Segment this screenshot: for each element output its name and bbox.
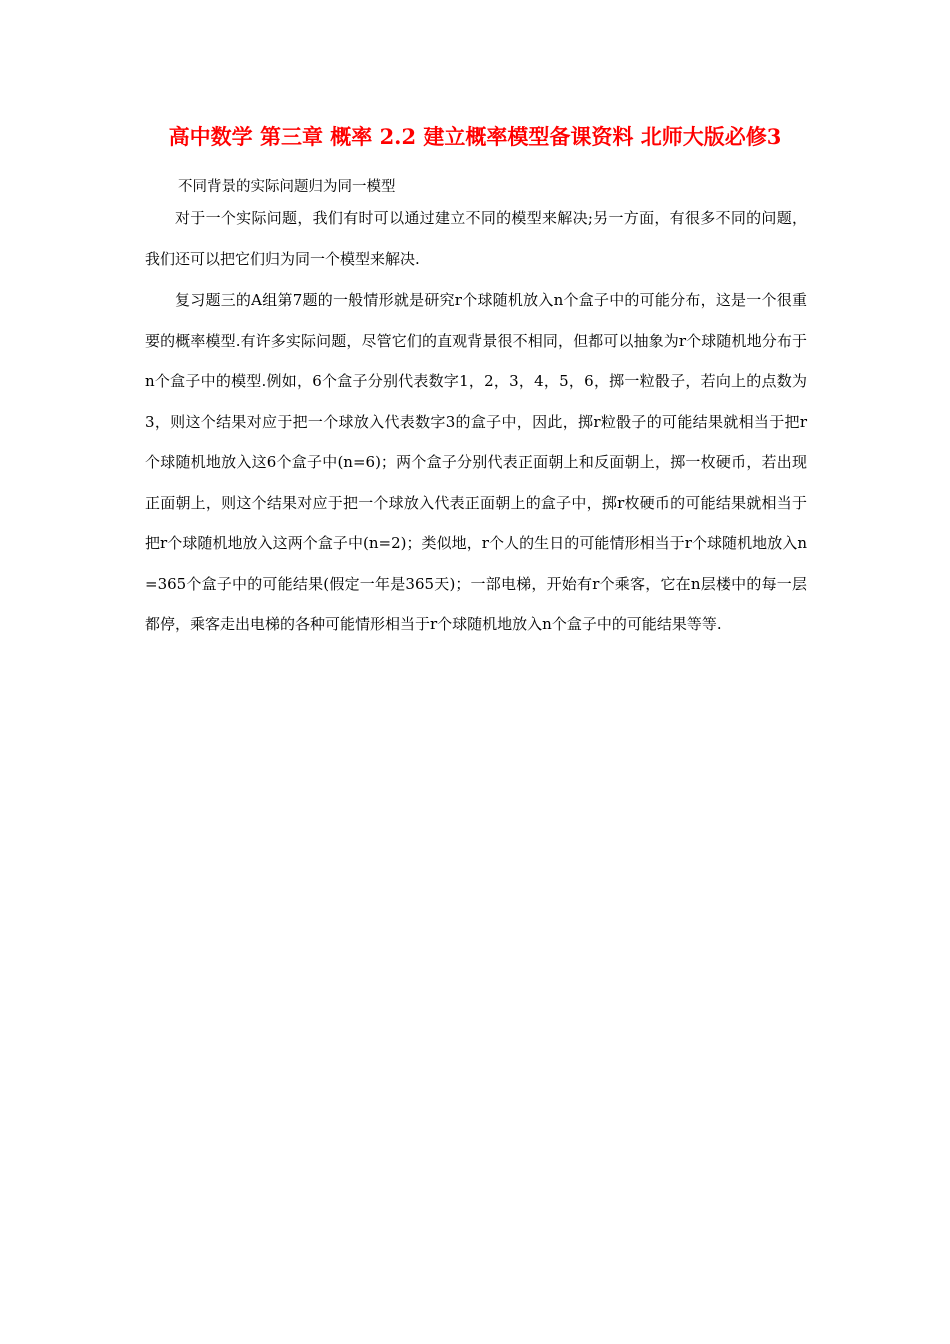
paragraph-main: 复习题三的A组第7题的一般情形就是研究r个球随机放入n个盒子中的可能分布，这是一个很重要的概率模型.有许多实际问题，尽管它们的直观背景很不相同，但都可以抽象为r个球随机地分布于n个盒子中的模型.例如，6个盒子分别代表数字1，2，3，4，5，6，掷一粒骰子，若向上的点数为3，则这个结果对应于把一个球放入代表数字3的盒子中，因此，掷r粒骰子的可能结果就相当于把r个球随机地放入这6个盒子中(n=6)；两个盒子分别代表正面朝上和反面朝上，掷一枚硬币，若出现正面朝上，则这个结果对应于把一个球放入代表正面朝上的盒子中，掷r枚硬币的可能结果就相当于把r个球随机地放入这两个盒子中(n=2)；类似地，r个人的生日的可能情形相当于r个球随机地放入n=365个盒子中的可能结果(假定一年是365天)；一部电梯，开始有r个乘客，它在n层楼中的每一层都停，乘客走出电梯的各种可能情形相当于r个球随机地放入n个盒子中的可能结果等等. bbox=[145, 291, 807, 633]
document-title: 高中数学 第三章 概率 2.2 建立概率模型备课资料 北师大版必修3 bbox=[168, 124, 782, 149]
section-subtitle: 不同背景的实际问题归为同一模型 bbox=[178, 179, 396, 195]
paragraph-intro: 对于一个实际问题，我们有时可以通过建立不同的模型来解决;另一方面，有很多不同的问题，我们还可以把它们归为同一个模型来解决. bbox=[145, 209, 807, 268]
